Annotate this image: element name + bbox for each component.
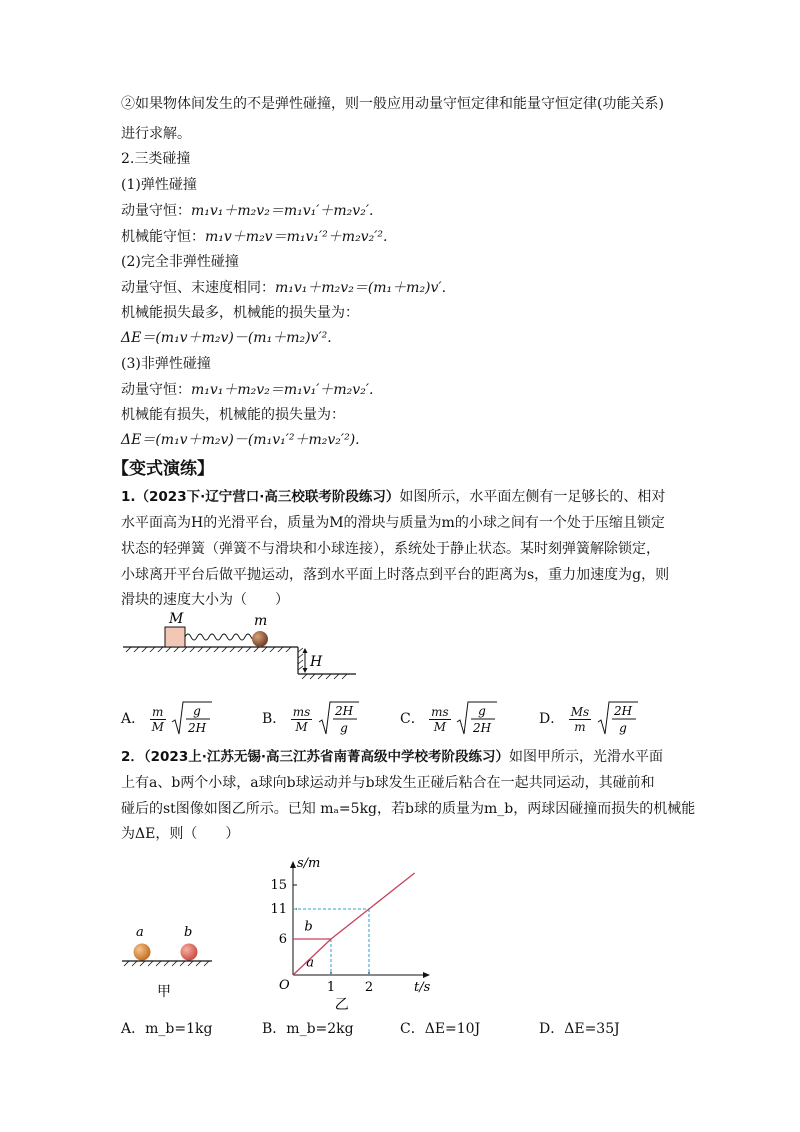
note-line-5: 动量守恒：m₁v₁＋m₂v₂＝m₁v₁′＋m₂v₂′. (121, 203, 374, 219)
ball-b (181, 944, 198, 961)
note-line-9: 机械能损失最多，机械能的损失量为： (121, 305, 359, 321)
x-tick-label: 1 (326, 980, 336, 995)
ground-hatch-2 (124, 961, 209, 966)
x-axis-label: t/s (414, 980, 431, 995)
note-line-2: 进行求解。 (121, 126, 191, 142)
q2-line-4: 为ΔE，则（ ） (121, 826, 240, 842)
q2-line-3: 碰后的st图像如图乙所示。已知 mₐ=5kg，若b球的质量为m_b，两球因碰撞而损失的机械能 (121, 801, 696, 817)
label-M: M (169, 611, 184, 627)
caption-jia: 甲 (157, 984, 171, 1000)
note-line-11: (3)非弹性碰撞 (121, 356, 211, 372)
svg-text:g: g (618, 721, 627, 735)
svg-text:2H: 2H (613, 704, 632, 718)
note-line-13: 机械能有损失，机械能的损失量为： (121, 407, 345, 423)
note-line-7: (2)完全非弹性碰撞 (121, 254, 239, 270)
sqrt-icon (317, 700, 359, 738)
x-tick-label: 2 (364, 980, 374, 995)
y-axis-label: s/m (297, 856, 321, 871)
q2-st-chart (240, 840, 431, 1013)
sqrt-icon (455, 700, 497, 738)
q1-line-3: 状态的轻弹簧（弹簧不与滑块和小球连接），系统处于静止状态。某时刻弹簧解除锁定， (121, 541, 660, 557)
q2-option-c[interactable]: C．ΔE=10J (400, 1021, 481, 1037)
y-tick-label: 6 (278, 932, 287, 947)
q2-option-a[interactable]: A．m_b=1kg (121, 1021, 213, 1037)
note-line-12: 动量守恒：m₁v₁＋m₂v₂＝m₁v₁′＋m₂v₂′. (121, 382, 374, 398)
q1-option-b[interactable]: B． $\frac{ms}{M}$ 2H g (262, 700, 359, 738)
origin-label: O (279, 978, 290, 993)
svg-text:2H: 2H (188, 721, 207, 735)
label-b: b (184, 925, 193, 940)
ball-m (252, 631, 268, 647)
note-line-8: 动量守恒、末速度相同：m₁v₁＋m₂v₂＝(m₁＋m₂)v′. (121, 280, 447, 296)
label-m: m (254, 613, 268, 629)
q1-line-2: 水平面高为H的光滑平台，质量为M的滑块与质量为m的小球之间有一个处于压缩且锁定 (121, 515, 665, 531)
block-M (165, 627, 185, 647)
q1-option-c[interactable]: C． $\frac{ms}{M}$ g 2H (400, 700, 497, 738)
label-a: a (136, 925, 144, 940)
note-line-4: (1)弹性碰撞 (121, 177, 197, 193)
note-line-14: ΔE＝(m₁v＋m₂v)－(m₁v₁′²＋m₂v₂′²). (121, 432, 360, 448)
note-line-6: 机械能守恒：m₁v＋m₂v＝m₁v₁′²＋m₂v₂′². (121, 229, 388, 245)
q2-line-2: 上有a、b两个小球，a球向b球运动并与b球发生正碰后粘合在一起共同运动，其碰前和 (121, 775, 655, 791)
note-line-10: ΔE＝(m₁v＋m₂v)－(m₁＋m₂)v′². (121, 330, 332, 346)
spring (185, 634, 257, 640)
note-line-3: 2.三类碰撞 (121, 151, 191, 167)
section-heading: 【变式演练】 (112, 459, 214, 479)
note-line-1: ②如果物体间发生的不是弹性碰撞，则一般应用动量守恒定律和能量守恒定律(功能关系) (121, 96, 664, 112)
q1-line-1: 1.（2023下·辽宁营口·高三校联考阶段练习）如图所示，水平面左侧有一足够长的、相对 (121, 489, 666, 505)
label-H: H (310, 654, 323, 670)
caption-yi: 乙 (334, 997, 349, 1013)
sqrt-icon (596, 700, 638, 738)
svg-text:g: g (193, 704, 202, 718)
q2-line-1: 2．（2023上·江苏无锡·高三江苏省南菁高级中学校考阶段练习）如图甲所示，光滑水平面 (121, 749, 663, 765)
series-label-b: b (304, 919, 313, 935)
q1-line-4: 小球离开平台后做平抛运动，落到水平面上时落点到平台的距离为s，重力加速度为g，则 (121, 567, 670, 583)
x-axis-arrow (423, 972, 430, 978)
ground-hatch (302, 674, 347, 679)
q2-option-d[interactable]: D．ΔE=35J (539, 1021, 620, 1037)
platform-hatch (126, 647, 291, 652)
svg-text:2H: 2H (334, 704, 353, 718)
ball-a (134, 944, 151, 961)
svg-text:2H: 2H (473, 721, 492, 735)
series-label-a: a (306, 955, 315, 971)
y-tick-label: 15 (270, 878, 287, 893)
q2-figure-left (120, 920, 220, 1000)
q1-line-5: 滑块的速度大小为（ ） (121, 592, 289, 608)
sqrt-icon (170, 700, 212, 738)
q1-figure (120, 610, 360, 685)
svg-text:g: g (339, 721, 348, 735)
y-tick-label: 11 (270, 902, 287, 917)
edge-hatch (298, 648, 303, 670)
q1-option-d[interactable]: D． $\frac{Ms}{m}$ 2H g (539, 700, 638, 738)
q2-source: 2．（2023上·江苏无锡·高三江苏省南菁高级中学校考阶段练习） (121, 749, 509, 765)
q1-source: 1.（2023下·辽宁营口·高三校联考阶段练习） (121, 489, 400, 505)
q1-option-a[interactable]: A． $\frac{m}{M}$ g 2H (121, 700, 212, 738)
svg-text:g: g (478, 704, 487, 718)
q2-option-b[interactable]: B．m_b=2kg (262, 1021, 354, 1037)
y-axis-arrow (290, 861, 296, 868)
